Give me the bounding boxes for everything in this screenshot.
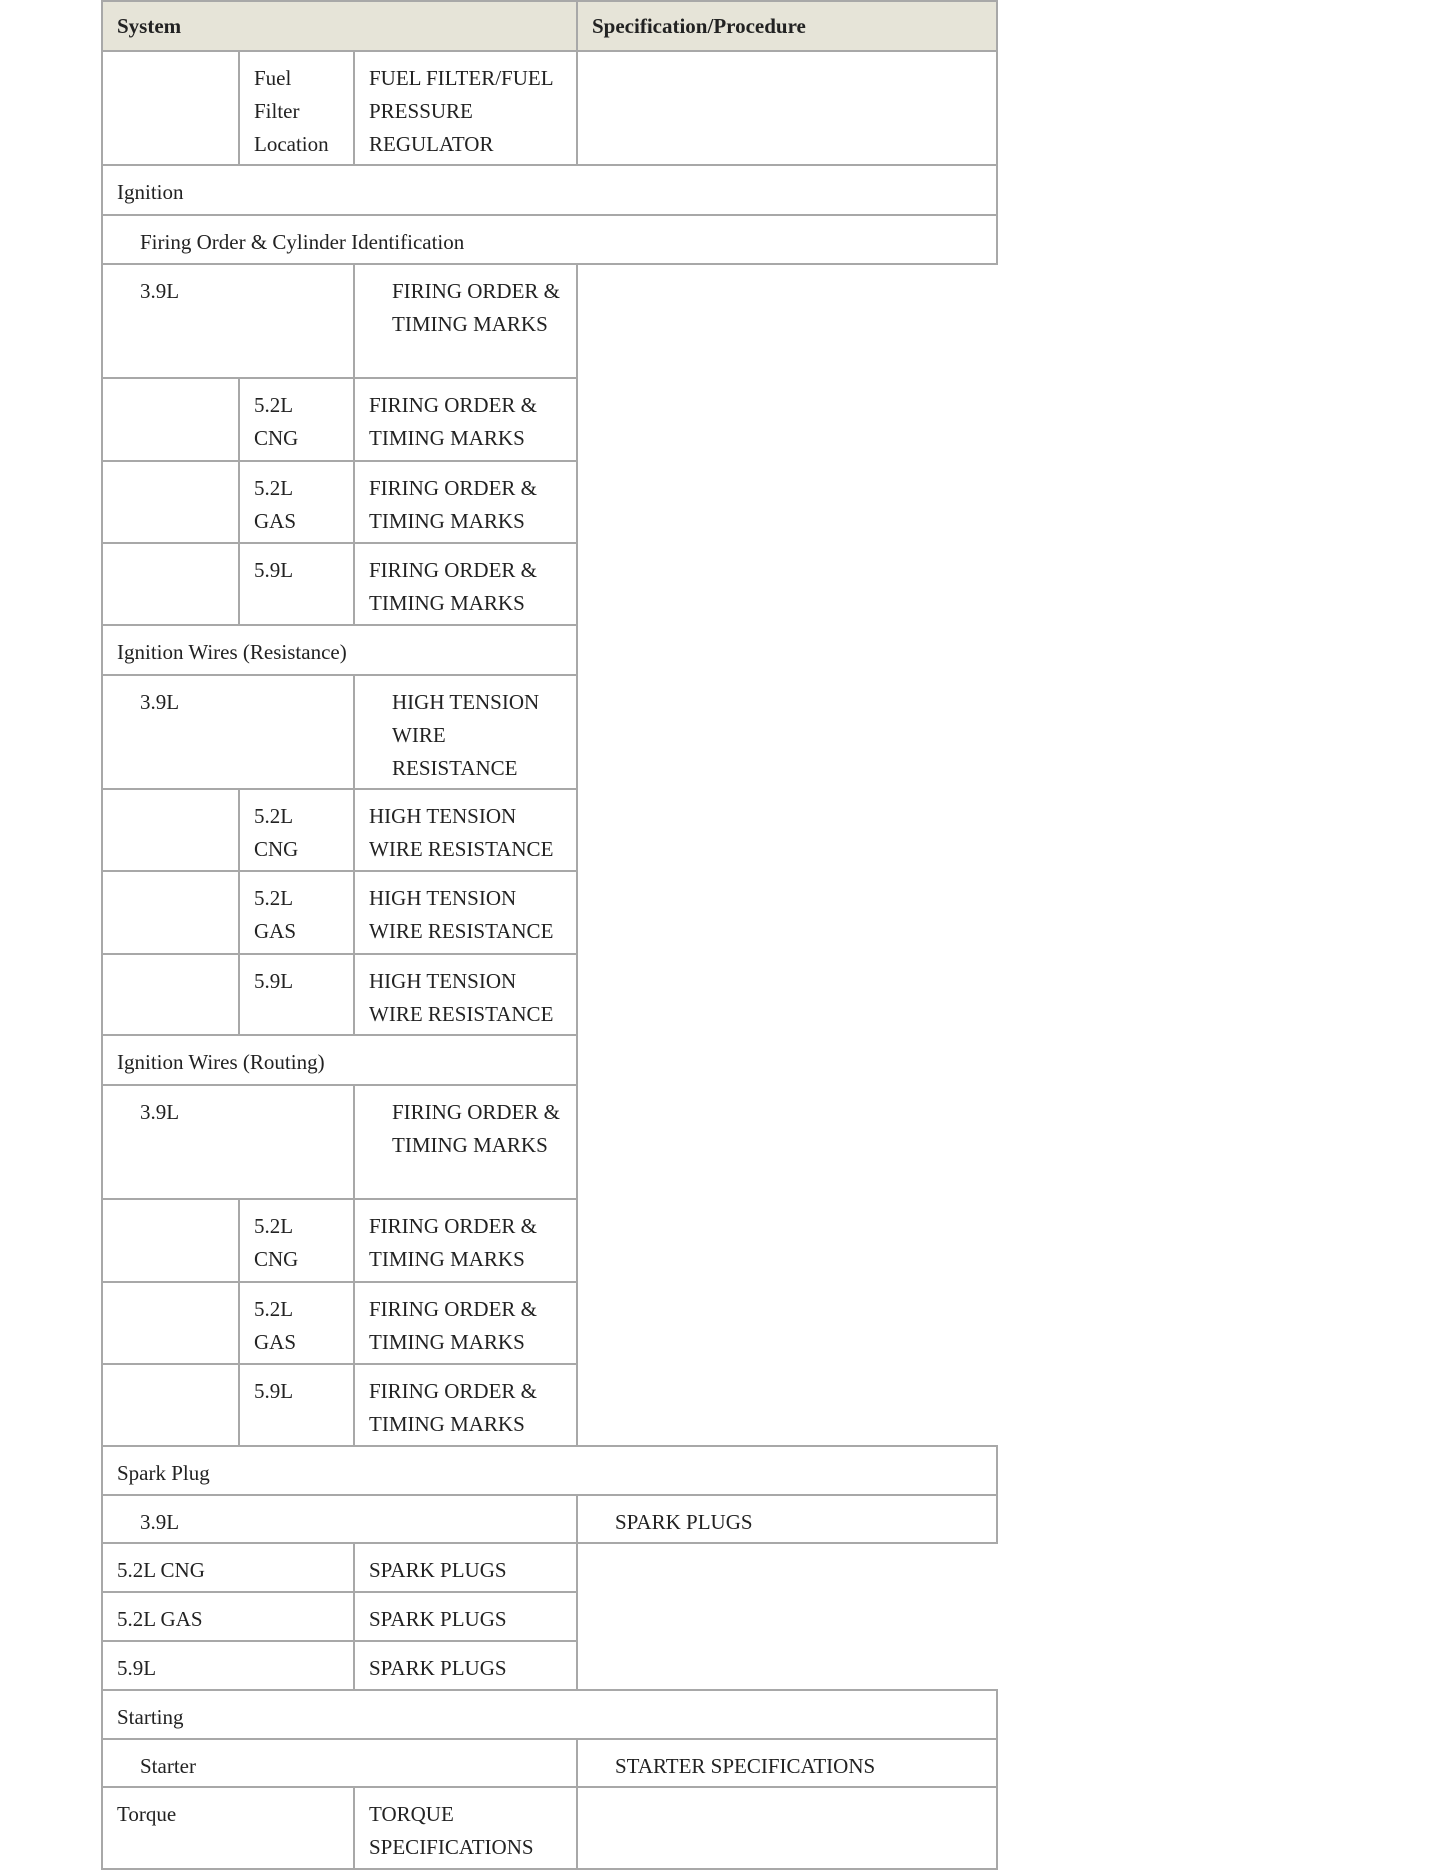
firing-order-link-5-2l-cng[interactable]: FIRING ORDER & TIMING MARKS <box>353 377 578 462</box>
fuel-filter-link[interactable]: FUEL FILTER/FUEL PRESSURE REGULATOR <box>353 50 578 166</box>
starter-link[interactable]: STARTER SPECIFICATIONS <box>576 1738 998 1788</box>
spark-plug-engine-5-2l-cng: 5.2L CNG <box>101 1542 355 1593</box>
wires-routing-empty-cell <box>101 1198 240 1283</box>
firing-order-empty-cell <box>101 377 240 462</box>
wires-resistance-empty-cell <box>101 953 240 1036</box>
wires-routing-empty-cell <box>101 1281 240 1365</box>
spark-plug-engine-5-2l-gas: 5.2L GAS <box>101 1591 355 1642</box>
wires-resistance-link-5-9l[interactable]: HIGH TENSION WIRE RESISTANCE <box>353 953 578 1036</box>
wires-routing-link-5-9l[interactable]: FIRING ORDER & TIMING MARKS <box>353 1363 578 1447</box>
spark-plug-link-3-9l[interactable]: SPARK PLUGS <box>576 1494 998 1544</box>
wires-routing-link-5-2l-gas[interactable]: FIRING ORDER & TIMING MARKS <box>353 1281 578 1365</box>
firing-order-empty-cell <box>101 460 240 544</box>
spark-plug-link-5-2l-cng[interactable]: SPARK PLUGS <box>353 1542 578 1593</box>
section-ignition: Ignition <box>101 164 998 216</box>
spark-plug-link-5-2l-gas[interactable]: SPARK PLUGS <box>353 1591 578 1642</box>
wires-resistance-link-5-2l-cng[interactable]: HIGH TENSION WIRE RESISTANCE <box>353 788 578 872</box>
firing-order-engine-5-9l: 5.9L <box>238 542 355 626</box>
wires-resistance-empty-cell <box>101 788 240 872</box>
fuel-filter-empty-cell <box>101 50 240 166</box>
fuel-filter-label: Fuel Filter Location <box>238 50 355 166</box>
wires-resistance-empty-cell <box>101 870 240 955</box>
firing-order-link-5-9l[interactable]: FIRING ORDER & TIMING MARKS <box>353 542 578 626</box>
wires-resistance-link-3-9l[interactable]: HIGH TENSION WIRE RESISTANCE <box>353 674 578 790</box>
torque-spec-cell <box>576 1786 998 1870</box>
fuel-filter-spec-cell <box>576 50 998 166</box>
firing-order-link-5-2l-gas[interactable]: FIRING ORDER & TIMING MARKS <box>353 460 578 544</box>
torque-label: Torque <box>101 1786 355 1870</box>
wires-resistance-engine-5-2l-cng: 5.2L CNG <box>238 788 355 872</box>
spark-plug-engine-3-9l: 3.9L <box>101 1494 578 1544</box>
starter-label: Starter <box>101 1738 578 1788</box>
subsection-firing-order: Firing Order & Cylinder Identification <box>101 214 998 265</box>
spark-plug-engine-5-9l: 5.9L <box>101 1640 355 1691</box>
subsection-wires-routing: Ignition Wires (Routing) <box>101 1034 578 1086</box>
wires-routing-link-3-9l[interactable]: FIRING ORDER & TIMING MARKS <box>353 1084 578 1200</box>
section-starting: Starting <box>101 1689 998 1740</box>
wires-resistance-engine-5-2l-gas: 5.2L GAS <box>238 870 355 955</box>
subsection-wires-resistance: Ignition Wires (Resistance) <box>101 624 578 676</box>
wires-resistance-engine-3-9l: 3.9L <box>101 674 355 790</box>
firing-order-empty-cell <box>101 542 240 626</box>
header-spec: Specification/Procedure <box>576 0 998 52</box>
spark-plug-link-5-9l[interactable]: SPARK PLUGS <box>353 1640 578 1691</box>
firing-order-link-3-9l[interactable]: FIRING ORDER & TIMING MARKS <box>353 263 578 379</box>
wires-routing-empty-cell <box>101 1363 240 1447</box>
wires-routing-engine-5-9l: 5.9L <box>238 1363 355 1447</box>
firing-order-engine-5-2l-cng: 5.2L CNG <box>238 377 355 462</box>
wires-routing-link-5-2l-cng[interactable]: FIRING ORDER & TIMING MARKS <box>353 1198 578 1283</box>
torque-link[interactable]: TORQUE SPECIFICATIONS <box>353 1786 578 1870</box>
wires-routing-engine-5-2l-cng: 5.2L CNG <box>238 1198 355 1283</box>
header-system: System <box>101 0 578 52</box>
subsection-spark-plug: Spark Plug <box>101 1445 998 1496</box>
wires-resistance-link-5-2l-gas[interactable]: HIGH TENSION WIRE RESISTANCE <box>353 870 578 955</box>
firing-order-engine-5-2l-gas: 5.2L GAS <box>238 460 355 544</box>
wires-resistance-engine-5-9l: 5.9L <box>238 953 355 1036</box>
wires-routing-engine-5-2l-gas: 5.2L GAS <box>238 1281 355 1365</box>
firing-order-engine-3-9l: 3.9L <box>101 263 355 379</box>
wires-routing-engine-3-9l: 3.9L <box>101 1084 355 1200</box>
